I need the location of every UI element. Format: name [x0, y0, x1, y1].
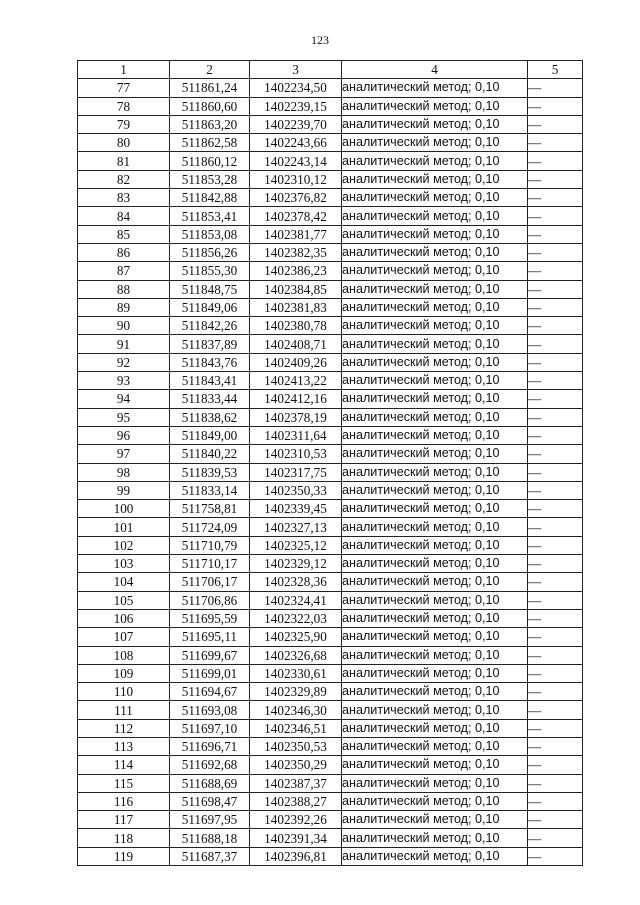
- y-coordinate-cell: 1402234,50: [250, 79, 342, 97]
- table-row: [78, 463, 583, 481]
- header-col-2: 2: [170, 61, 250, 79]
- x-coordinate-cell: 511706,86: [170, 591, 250, 609]
- method-cell: аналитический метод; 0,10: [342, 756, 528, 774]
- method-cell: аналитический метод; 0,10: [342, 207, 528, 225]
- method-cell: аналитический метод; 0,10: [342, 372, 528, 390]
- x-coordinate-cell: 511849,06: [170, 298, 250, 316]
- x-coordinate-cell: 511695,11: [170, 628, 250, 646]
- method-cell: аналитический метод; 0,10: [342, 390, 528, 408]
- y-coordinate-cell: 1402396,81: [250, 847, 342, 865]
- y-coordinate-cell: 1402239,70: [250, 115, 342, 133]
- table-header-row: [78, 61, 583, 79]
- point-number-cell: 103: [78, 555, 170, 573]
- method-cell: аналитический метод; 0,10: [342, 719, 528, 737]
- point-number-cell: 113: [78, 737, 170, 755]
- point-number-cell: 119: [78, 847, 170, 865]
- note-cell: —: [528, 463, 583, 481]
- point-number-cell: 110: [78, 683, 170, 701]
- note-cell: —: [528, 152, 583, 170]
- x-coordinate-cell: 511843,41: [170, 372, 250, 390]
- point-number-cell: 105: [78, 591, 170, 609]
- y-coordinate-cell: 1402339,45: [250, 500, 342, 518]
- x-coordinate-cell: 511862,58: [170, 134, 250, 152]
- x-coordinate-cell: 511840,22: [170, 445, 250, 463]
- y-coordinate-cell: 1402325,90: [250, 628, 342, 646]
- method-cell: аналитический метод; 0,10: [342, 683, 528, 701]
- table-row: [78, 683, 583, 701]
- x-coordinate-cell: 511696,71: [170, 737, 250, 755]
- y-coordinate-cell: 1402243,66: [250, 134, 342, 152]
- point-number-cell: 116: [78, 792, 170, 810]
- y-coordinate-cell: 1402391,34: [250, 829, 342, 847]
- note-cell: —: [528, 262, 583, 280]
- y-coordinate-cell: 1402327,13: [250, 518, 342, 536]
- note-cell: —: [528, 518, 583, 536]
- note-cell: —: [528, 829, 583, 847]
- x-coordinate-cell: 511699,01: [170, 664, 250, 682]
- point-number-cell: 78: [78, 97, 170, 115]
- y-coordinate-cell: 1402329,12: [250, 555, 342, 573]
- point-number-cell: 93: [78, 372, 170, 390]
- x-coordinate-cell: 511849,00: [170, 426, 250, 444]
- point-number-cell: 83: [78, 189, 170, 207]
- table-row: [78, 207, 583, 225]
- table-row: [78, 719, 583, 737]
- x-coordinate-cell: 511839,53: [170, 463, 250, 481]
- y-coordinate-cell: 1402317,75: [250, 463, 342, 481]
- note-cell: —: [528, 591, 583, 609]
- method-cell: аналитический метод; 0,10: [342, 591, 528, 609]
- y-coordinate-cell: 1402382,35: [250, 243, 342, 261]
- x-coordinate-cell: 511842,26: [170, 317, 250, 335]
- method-cell: аналитический метод; 0,10: [342, 134, 528, 152]
- note-cell: —: [528, 426, 583, 444]
- y-coordinate-cell: 1402330,61: [250, 664, 342, 682]
- method-cell: аналитический метод; 0,10: [342, 335, 528, 353]
- x-coordinate-cell: 511860,12: [170, 152, 250, 170]
- table-row: [78, 811, 583, 829]
- point-number-cell: 109: [78, 664, 170, 682]
- method-cell: аналитический метод; 0,10: [342, 573, 528, 591]
- point-number-cell: 106: [78, 609, 170, 627]
- note-cell: —: [528, 774, 583, 792]
- table-row: [78, 134, 583, 152]
- note-cell: —: [528, 737, 583, 755]
- method-cell: аналитический метод; 0,10: [342, 152, 528, 170]
- point-number-cell: 81: [78, 152, 170, 170]
- method-cell: аналитический метод; 0,10: [342, 243, 528, 261]
- y-coordinate-cell: 1402381,83: [250, 298, 342, 316]
- method-cell: аналитический метод; 0,10: [342, 317, 528, 335]
- table-row: [78, 737, 583, 755]
- x-coordinate-cell: 511848,75: [170, 280, 250, 298]
- table-row: [78, 518, 583, 536]
- note-cell: —: [528, 792, 583, 810]
- y-coordinate-cell: 1402322,03: [250, 609, 342, 627]
- point-number-cell: 114: [78, 756, 170, 774]
- note-cell: —: [528, 317, 583, 335]
- point-number-cell: 108: [78, 646, 170, 664]
- table-row: [78, 335, 583, 353]
- coordinates-table: [77, 60, 583, 866]
- y-coordinate-cell: 1402346,51: [250, 719, 342, 737]
- table-row: [78, 555, 583, 573]
- method-cell: аналитический метод; 0,10: [342, 298, 528, 316]
- point-number-cell: 88: [78, 280, 170, 298]
- y-coordinate-cell: 1402412,16: [250, 390, 342, 408]
- note-cell: —: [528, 646, 583, 664]
- x-coordinate-cell: 511758,81: [170, 500, 250, 518]
- table-row: [78, 609, 583, 627]
- point-number-cell: 77: [78, 79, 170, 97]
- x-coordinate-cell: 511699,67: [170, 646, 250, 664]
- method-cell: аналитический метод; 0,10: [342, 280, 528, 298]
- table-row: [78, 372, 583, 390]
- x-coordinate-cell: 511710,79: [170, 536, 250, 554]
- table-row: [78, 664, 583, 682]
- point-number-cell: 87: [78, 262, 170, 280]
- note-cell: —: [528, 298, 583, 316]
- note-cell: —: [528, 481, 583, 499]
- table-row: [78, 573, 583, 591]
- method-cell: аналитический метод; 0,10: [342, 628, 528, 646]
- point-number-cell: 101: [78, 518, 170, 536]
- note-cell: —: [528, 573, 583, 591]
- table-row: [78, 317, 583, 335]
- note-cell: —: [528, 500, 583, 518]
- y-coordinate-cell: 1402378,42: [250, 207, 342, 225]
- method-cell: аналитический метод; 0,10: [342, 115, 528, 133]
- method-cell: аналитический метод; 0,10: [342, 353, 528, 371]
- note-cell: —: [528, 79, 583, 97]
- x-coordinate-cell: 511855,30: [170, 262, 250, 280]
- method-cell: аналитический метод; 0,10: [342, 481, 528, 499]
- point-number-cell: 97: [78, 445, 170, 463]
- method-cell: аналитический метод; 0,10: [342, 408, 528, 426]
- note-cell: —: [528, 555, 583, 573]
- method-cell: аналитический метод; 0,10: [342, 829, 528, 847]
- header-col-3: 3: [250, 61, 342, 79]
- table-row: [78, 536, 583, 554]
- note-cell: —: [528, 225, 583, 243]
- method-cell: аналитический метод; 0,10: [342, 97, 528, 115]
- y-coordinate-cell: 1402350,29: [250, 756, 342, 774]
- method-cell: аналитический метод; 0,10: [342, 701, 528, 719]
- y-coordinate-cell: 1402408,71: [250, 335, 342, 353]
- note-cell: —: [528, 536, 583, 554]
- point-number-cell: 91: [78, 335, 170, 353]
- point-number-cell: 112: [78, 719, 170, 737]
- y-coordinate-cell: 1402326,68: [250, 646, 342, 664]
- table-row: [78, 390, 583, 408]
- y-coordinate-cell: 1402325,12: [250, 536, 342, 554]
- x-coordinate-cell: 511860,60: [170, 97, 250, 115]
- note-cell: —: [528, 335, 583, 353]
- note-cell: —: [528, 115, 583, 133]
- table-row: [78, 591, 583, 609]
- method-cell: аналитический метод; 0,10: [342, 189, 528, 207]
- note-cell: —: [528, 683, 583, 701]
- point-number-cell: 86: [78, 243, 170, 261]
- table-row: [78, 115, 583, 133]
- point-number-cell: 90: [78, 317, 170, 335]
- table-row: [78, 445, 583, 463]
- x-coordinate-cell: 511843,76: [170, 353, 250, 371]
- note-cell: —: [528, 189, 583, 207]
- note-cell: —: [528, 243, 583, 261]
- point-number-cell: 98: [78, 463, 170, 481]
- method-cell: аналитический метод; 0,10: [342, 811, 528, 829]
- y-coordinate-cell: 1402392,26: [250, 811, 342, 829]
- point-number-cell: 107: [78, 628, 170, 646]
- method-cell: аналитический метод; 0,10: [342, 536, 528, 554]
- method-cell: аналитический метод; 0,10: [342, 664, 528, 682]
- x-coordinate-cell: 511697,10: [170, 719, 250, 737]
- x-coordinate-cell: 511833,44: [170, 390, 250, 408]
- method-cell: аналитический метод; 0,10: [342, 445, 528, 463]
- point-number-cell: 111: [78, 701, 170, 719]
- x-coordinate-cell: 511724,09: [170, 518, 250, 536]
- method-cell: аналитический метод; 0,10: [342, 737, 528, 755]
- x-coordinate-cell: 511688,18: [170, 829, 250, 847]
- point-number-cell: 82: [78, 170, 170, 188]
- table-row: [78, 298, 583, 316]
- table-row: [78, 628, 583, 646]
- table-row: [78, 280, 583, 298]
- y-coordinate-cell: 1402328,36: [250, 573, 342, 591]
- method-cell: аналитический метод; 0,10: [342, 500, 528, 518]
- y-coordinate-cell: 1402243,14: [250, 152, 342, 170]
- method-cell: аналитический метод; 0,10: [342, 262, 528, 280]
- method-cell: аналитический метод; 0,10: [342, 792, 528, 810]
- point-number-cell: 118: [78, 829, 170, 847]
- x-coordinate-cell: 511853,28: [170, 170, 250, 188]
- point-number-cell: 117: [78, 811, 170, 829]
- x-coordinate-cell: 511693,08: [170, 701, 250, 719]
- table-row: [78, 225, 583, 243]
- y-coordinate-cell: 1402409,26: [250, 353, 342, 371]
- method-cell: аналитический метод; 0,10: [342, 847, 528, 865]
- method-cell: аналитический метод; 0,10: [342, 426, 528, 444]
- note-cell: —: [528, 756, 583, 774]
- table-row: [78, 774, 583, 792]
- x-coordinate-cell: 511694,67: [170, 683, 250, 701]
- note-cell: —: [528, 811, 583, 829]
- y-coordinate-cell: 1402310,53: [250, 445, 342, 463]
- point-number-cell: 95: [78, 408, 170, 426]
- note-cell: —: [528, 408, 583, 426]
- table-row: [78, 646, 583, 664]
- y-coordinate-cell: 1402329,89: [250, 683, 342, 701]
- y-coordinate-cell: 1402350,33: [250, 481, 342, 499]
- note-cell: —: [528, 847, 583, 865]
- x-coordinate-cell: 511861,24: [170, 79, 250, 97]
- y-coordinate-cell: 1402350,53: [250, 737, 342, 755]
- x-coordinate-cell: 511688,69: [170, 774, 250, 792]
- note-cell: —: [528, 170, 583, 188]
- x-coordinate-cell: 511697,95: [170, 811, 250, 829]
- note-cell: —: [528, 664, 583, 682]
- point-number-cell: 102: [78, 536, 170, 554]
- y-coordinate-cell: 1402376,82: [250, 189, 342, 207]
- y-coordinate-cell: 1402387,37: [250, 774, 342, 792]
- point-number-cell: 96: [78, 426, 170, 444]
- table-row: [78, 353, 583, 371]
- note-cell: —: [528, 628, 583, 646]
- point-number-cell: 100: [78, 500, 170, 518]
- point-number-cell: 84: [78, 207, 170, 225]
- header-col-4: 4: [342, 61, 528, 79]
- note-cell: —: [528, 280, 583, 298]
- x-coordinate-cell: 511838,62: [170, 408, 250, 426]
- y-coordinate-cell: 1402388,27: [250, 792, 342, 810]
- note-cell: —: [528, 134, 583, 152]
- x-coordinate-cell: 511692,68: [170, 756, 250, 774]
- method-cell: аналитический метод; 0,10: [342, 463, 528, 481]
- note-cell: —: [528, 609, 583, 627]
- x-coordinate-cell: 511687,37: [170, 847, 250, 865]
- point-number-cell: 79: [78, 115, 170, 133]
- table-row: [78, 847, 583, 865]
- y-coordinate-cell: 1402386,23: [250, 262, 342, 280]
- x-coordinate-cell: 511706,17: [170, 573, 250, 591]
- x-coordinate-cell: 511710,17: [170, 555, 250, 573]
- table-row: [78, 79, 583, 97]
- table-row: [78, 426, 583, 444]
- note-cell: —: [528, 445, 583, 463]
- header-col-5: 5: [528, 61, 583, 79]
- y-coordinate-cell: 1402310,12: [250, 170, 342, 188]
- point-number-cell: 80: [78, 134, 170, 152]
- point-number-cell: 94: [78, 390, 170, 408]
- method-cell: аналитический метод; 0,10: [342, 555, 528, 573]
- page-number: 123: [311, 33, 329, 47]
- method-cell: аналитический метод; 0,10: [342, 225, 528, 243]
- note-cell: —: [528, 207, 583, 225]
- point-number-cell: 99: [78, 481, 170, 499]
- table-row: [78, 408, 583, 426]
- note-cell: —: [528, 353, 583, 371]
- table-row: [78, 243, 583, 261]
- header-col-1: 1: [78, 61, 170, 79]
- table-row: [78, 829, 583, 847]
- y-coordinate-cell: 1402311,64: [250, 426, 342, 444]
- y-coordinate-cell: 1402381,77: [250, 225, 342, 243]
- y-coordinate-cell: 1402346,30: [250, 701, 342, 719]
- point-number-cell: 115: [78, 774, 170, 792]
- note-cell: —: [528, 719, 583, 737]
- point-number-cell: 104: [78, 573, 170, 591]
- x-coordinate-cell: 511695,59: [170, 609, 250, 627]
- note-cell: —: [528, 390, 583, 408]
- x-coordinate-cell: 511853,41: [170, 207, 250, 225]
- table-row: [78, 701, 583, 719]
- table-body: [78, 79, 583, 866]
- note-cell: —: [528, 701, 583, 719]
- x-coordinate-cell: 511856,26: [170, 243, 250, 261]
- point-number-cell: 85: [78, 225, 170, 243]
- method-cell: аналитический метод; 0,10: [342, 79, 528, 97]
- table-row: [78, 500, 583, 518]
- table-row: [78, 170, 583, 188]
- note-cell: —: [528, 372, 583, 390]
- y-coordinate-cell: 1402378,19: [250, 408, 342, 426]
- table-row: [78, 481, 583, 499]
- table-row: [78, 189, 583, 207]
- x-coordinate-cell: 511863,20: [170, 115, 250, 133]
- method-cell: аналитический метод; 0,10: [342, 170, 528, 188]
- y-coordinate-cell: 1402384,85: [250, 280, 342, 298]
- y-coordinate-cell: 1402324,41: [250, 591, 342, 609]
- method-cell: аналитический метод; 0,10: [342, 646, 528, 664]
- x-coordinate-cell: 511853,08: [170, 225, 250, 243]
- x-coordinate-cell: 511842,88: [170, 189, 250, 207]
- table-row: [78, 262, 583, 280]
- y-coordinate-cell: 1402239,15: [250, 97, 342, 115]
- x-coordinate-cell: 511833,14: [170, 481, 250, 499]
- method-cell: аналитический метод; 0,10: [342, 518, 528, 536]
- y-coordinate-cell: 1402413,22: [250, 372, 342, 390]
- table-row: [78, 756, 583, 774]
- table-row: [78, 792, 583, 810]
- point-number-cell: 92: [78, 353, 170, 371]
- x-coordinate-cell: 511837,89: [170, 335, 250, 353]
- point-number-cell: 89: [78, 298, 170, 316]
- method-cell: аналитический метод; 0,10: [342, 774, 528, 792]
- note-cell: —: [528, 97, 583, 115]
- table-row: [78, 152, 583, 170]
- x-coordinate-cell: 511698,47: [170, 792, 250, 810]
- table-row: [78, 97, 583, 115]
- y-coordinate-cell: 1402380,78: [250, 317, 342, 335]
- method-cell: аналитический метод; 0,10: [342, 609, 528, 627]
